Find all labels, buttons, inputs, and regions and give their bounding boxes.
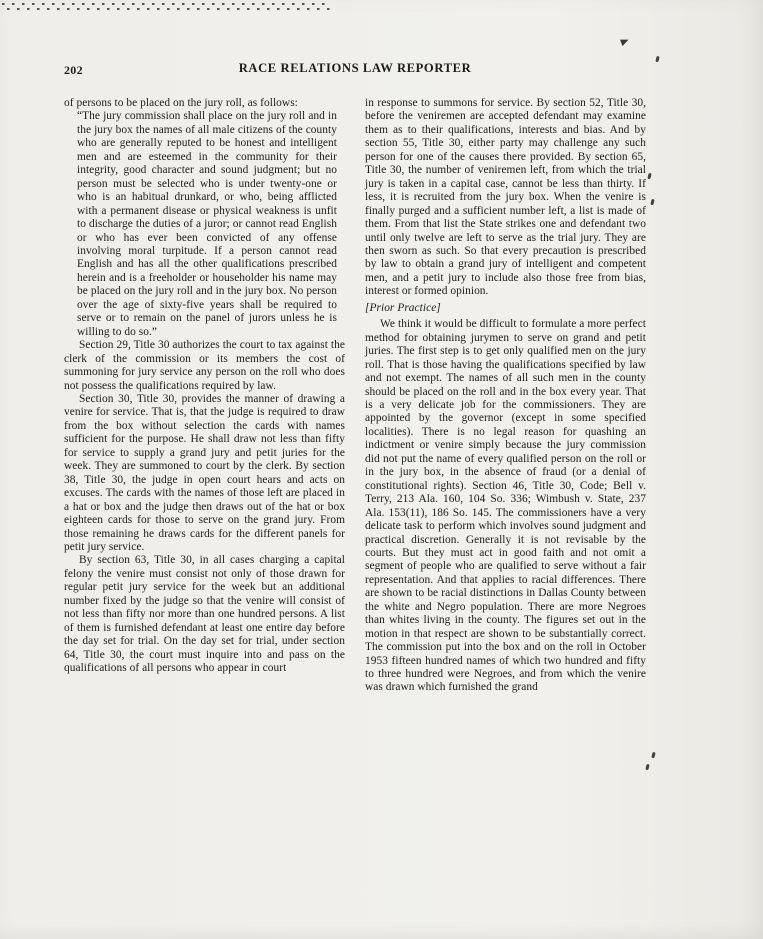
reporter-title: RACE RELATIONS LAW REPORTER xyxy=(238,61,472,75)
paragraph-section-30: Section 30, Title 30, provides the manner of drawing a venire for service. That is, that the judge is required to draw from the box without selection the cards with names sufficient for the purpose. He shall draw not less than fifty for service to supply a grand jury and petit juries for the week. They are summoned to court by the clerk. By section 38, Title 30, the judge in open court hears and acts on excuses. The cards with the names of those left are placed in a hat or box and the judge then draws out of the hat or box eighteen cards for those to serve on the grand jury. From those remaining he draws cards for the different panels for petit jury service. xyxy=(64,392,345,553)
running-header xyxy=(64,61,646,77)
blockquote-jury-commission-statute: “The jury commission shall place on the jury roll and in the jury box the names of all male citizens of the county who are generally reputed to be honest and intelligent men and are esteemed in the community for their integrity, good character and sound judgment; but no person must be selected who is under twenty-one or who is an habitual drunkard, or who, being afflicted with a permanent disease or physical weakness is unfit to discharge the duties of a juror; or cannot read English or who has ever been convicted of any offense involving moral turpitude. If a person cannot read English and has all the other qualifications prescribed herein and is a freeholder or householder his name may be placed on the jury roll and in the jury box. No person over the age of sixty-five years shall be required to serve or to remain on the panel of jurors unless he is willing to do so.” xyxy=(77,110,337,338)
scan-artifact-tick xyxy=(651,752,655,758)
scan-artifact-arrow-mark xyxy=(620,37,630,46)
scan-artifact-tick xyxy=(650,199,654,205)
section-heading-prior-practice: [Prior Practice] xyxy=(365,301,441,314)
page-number: 202 xyxy=(64,63,83,77)
paragraph-section-63: By section 63, Title 30, in all cases charging a capital felony the venire must consist not only of those drawn for regular petit jury service for the week but an additional number fixed by the judge so that the venire will consist of not less than fifty nor more than one hundred persons. A list of them is furnished defendant at least one entire day before the day set for trial. On the day set for trial, under section 64, Title 30, the court must inquire into and pass on the qualifications of all persons who appear in court xyxy=(64,554,345,675)
paragraph-section-29: Section 29, Title 30 authorizes the court to tax against the clerk of the commission or its members the cost of summoning for jury service any person on the roll who does not possess the qualifications required by law. xyxy=(64,339,345,392)
scan-artifact-tick xyxy=(647,173,651,179)
right-column xyxy=(365,97,646,695)
paragraph-continuation-intro: of persons to be placed on the jury roll, as follows: xyxy=(64,97,298,109)
two-column-body xyxy=(64,97,646,695)
scan-artifact-tick xyxy=(645,764,649,770)
paragraph-prior-practice: We think it would be difficult to formulate a more perfect method for obtaining jurymen to serve on grand and petit juries. The first step is to get only qualified men on the jury roll. That is those having the qualifications specified by law and not exempt. The names of all such men in the county should be placed on the roll and in the box every year. That is a very delicate job for the commissioners. They are appointed by the governor (except in some specified localities). There is no legal reason for quashing an indictment or venire simply because the jury commission did not put the name of every qualified person on the roll or in the jury box, in the absence of fraud (or a denial of constitutional rights). Section 46, Title 30, Code; Bell v. Terry, 213 Ala. 160, 104 So. 336; Wimbush v. State, 237 Ala. 153(11), 186 So. 145. The commissioners have a very delicate task to perform which involves sound judgment and practical discretion. Generally it is not revisable by the courts. But they must act in good faith and not omit a segment of people who are qualified to serve without a fair representation. And that applies to racial differences. There are shown to be racial distinctions in Dallas County between the white and Negro population. There are more Negroes than whites living in the county. The figures set out in the motion in that respect are shown to be substantially correct. The commission put into the box and on the roll in October 1953 fifteen hundred names of which two hundred and fifty to three hundred were Negroes, and from which the venire was drawn which furnished the grand xyxy=(365,318,646,694)
paragraph-continuation-response: in response to summons for service. By section 52, Title 30, before the veniremen are accepted defendant may examine them as to their qualifications, interests and bias. And by section 55, Title 30, either party may challenge any such person for one of the causes there provided. By section 65, Title 30, the number of veniremen left, from which the trial jury is taken in a capital case, cannot be less than thirty. If less, it is recruited from the jury box. When the venire is finally purged and a sufficient number left, a list is made of them. From that list the State strikes one and defendant two until only twelve are left to serve as the trial jury. They are then sworn as such. So that every precaution is prescribed by law to obtain a grand jury of intelligent and competent men, and a petit jury to include also those free from bias, interest or formed opinion. xyxy=(365,97,646,298)
left-column xyxy=(64,97,345,695)
scan-edge-perforation xyxy=(2,3,332,11)
scan-artifact-tick xyxy=(655,56,659,62)
